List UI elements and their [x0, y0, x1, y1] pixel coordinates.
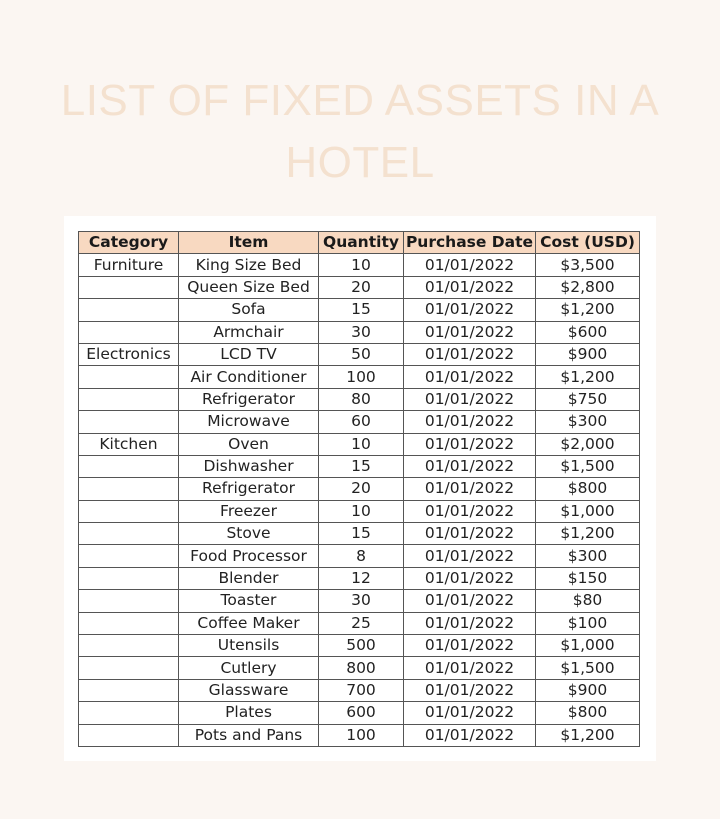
cell-cost: $300 [536, 545, 640, 567]
cell-quantity: 80 [319, 388, 404, 410]
cell-quantity: 100 [319, 366, 404, 388]
cell-item: Stove [179, 523, 319, 545]
cell-quantity: 25 [319, 612, 404, 634]
cell-category [79, 411, 179, 433]
cell-item: Plates [179, 702, 319, 724]
cell-cost: $1,200 [536, 366, 640, 388]
cell-purchase-date: 01/01/2022 [404, 545, 536, 567]
table-row [79, 276, 640, 298]
header-purchase-date: Purchase Date [404, 232, 536, 254]
cell-purchase-date: 01/01/2022 [404, 254, 536, 276]
cell-purchase-date: 01/01/2022 [404, 411, 536, 433]
cell-purchase-date: 01/01/2022 [404, 299, 536, 321]
cell-category [79, 455, 179, 477]
table-header-row [79, 232, 640, 254]
cell-category [79, 590, 179, 612]
page-title-line-2: HOTEL [285, 138, 435, 187]
cell-item: Refrigerator [179, 388, 319, 410]
cell-item: Glassware [179, 679, 319, 701]
cell-item: Pots and Pans [179, 724, 319, 746]
table-row [79, 612, 640, 634]
table-row [79, 679, 640, 701]
cell-cost: $1,200 [536, 724, 640, 746]
cell-cost: $150 [536, 567, 640, 589]
table-row [79, 635, 640, 657]
cell-purchase-date: 01/01/2022 [404, 343, 536, 365]
table-row [79, 321, 640, 343]
cell-cost: $900 [536, 343, 640, 365]
header-item: Item [179, 232, 319, 254]
cell-item: Sofa [179, 299, 319, 321]
cell-item: Dishwasher [179, 455, 319, 477]
cell-purchase-date: 01/01/2022 [404, 388, 536, 410]
cell-quantity: 12 [319, 567, 404, 589]
cell-item: King Size Bed [179, 254, 319, 276]
cell-category [79, 366, 179, 388]
table-body [79, 254, 640, 747]
cell-cost: $1,000 [536, 635, 640, 657]
cell-quantity: 600 [319, 702, 404, 724]
cell-cost: $800 [536, 478, 640, 500]
cell-cost: $600 [536, 321, 640, 343]
table-row [79, 567, 640, 589]
cell-cost: $1,500 [536, 657, 640, 679]
table-row [79, 388, 640, 410]
cell-purchase-date: 01/01/2022 [404, 635, 536, 657]
cell-quantity: 30 [319, 590, 404, 612]
table-row [79, 702, 640, 724]
cell-cost: $1,200 [536, 523, 640, 545]
cell-purchase-date: 01/01/2022 [404, 366, 536, 388]
cell-item: Freezer [179, 500, 319, 522]
cell-purchase-date: 01/01/2022 [404, 590, 536, 612]
cell-quantity: 20 [319, 478, 404, 500]
cell-purchase-date: 01/01/2022 [404, 724, 536, 746]
cell-category: Electronics [79, 343, 179, 365]
cell-item: Oven [179, 433, 319, 455]
table-row [79, 455, 640, 477]
cell-category: Kitchen [79, 433, 179, 455]
cell-category [79, 388, 179, 410]
cell-category: Furniture [79, 254, 179, 276]
cell-category [79, 478, 179, 500]
table-row [79, 523, 640, 545]
cell-category [79, 545, 179, 567]
cell-cost: $80 [536, 590, 640, 612]
cell-cost: $2,800 [536, 276, 640, 298]
cell-purchase-date: 01/01/2022 [404, 276, 536, 298]
cell-purchase-date: 01/01/2022 [404, 523, 536, 545]
table-row [79, 254, 640, 276]
cell-item: Air Conditioner [179, 366, 319, 388]
cell-cost: $1,200 [536, 299, 640, 321]
cell-item: Coffee Maker [179, 612, 319, 634]
table-row [79, 366, 640, 388]
cell-quantity: 50 [319, 343, 404, 365]
cell-quantity: 800 [319, 657, 404, 679]
header-category: Category [79, 232, 179, 254]
cell-quantity: 10 [319, 500, 404, 522]
cell-quantity: 500 [319, 635, 404, 657]
cell-quantity: 15 [319, 455, 404, 477]
cell-category [79, 500, 179, 522]
table-row [79, 343, 640, 365]
cell-item: Refrigerator [179, 478, 319, 500]
cell-cost: $1,500 [536, 455, 640, 477]
cell-purchase-date: 01/01/2022 [404, 612, 536, 634]
cell-category [79, 679, 179, 701]
cell-purchase-date: 01/01/2022 [404, 321, 536, 343]
header-quantity: Quantity [319, 232, 404, 254]
cell-quantity: 20 [319, 276, 404, 298]
cell-cost: $300 [536, 411, 640, 433]
cell-cost: $900 [536, 679, 640, 701]
sheet-panel [64, 216, 656, 761]
cell-item: Blender [179, 567, 319, 589]
header-cost: Cost (USD) [536, 232, 640, 254]
cell-purchase-date: 01/01/2022 [404, 679, 536, 701]
page-title-line-1: LIST OF FIXED ASSETS IN A [60, 76, 660, 125]
cell-item: Cutlery [179, 657, 319, 679]
cell-quantity: 8 [319, 545, 404, 567]
cell-category [79, 612, 179, 634]
cell-cost: $3,500 [536, 254, 640, 276]
cell-item: Armchair [179, 321, 319, 343]
cell-quantity: 60 [319, 411, 404, 433]
cell-purchase-date: 01/01/2022 [404, 567, 536, 589]
table-row [79, 500, 640, 522]
table-row [79, 411, 640, 433]
cell-category [79, 523, 179, 545]
cell-quantity: 10 [319, 433, 404, 455]
cell-quantity: 15 [319, 299, 404, 321]
cell-cost: $800 [536, 702, 640, 724]
page-title [0, 70, 720, 194]
cell-category [79, 724, 179, 746]
table-row [79, 590, 640, 612]
cell-category [79, 657, 179, 679]
table-row [79, 478, 640, 500]
cell-category [79, 567, 179, 589]
cell-purchase-date: 01/01/2022 [404, 478, 536, 500]
cell-item: Toaster [179, 590, 319, 612]
table-row [79, 433, 640, 455]
cell-category [79, 276, 179, 298]
cell-cost: $1,000 [536, 500, 640, 522]
cell-item: Food Processor [179, 545, 319, 567]
cell-cost: $100 [536, 612, 640, 634]
cell-item: Queen Size Bed [179, 276, 319, 298]
table-row [79, 657, 640, 679]
cell-cost: $750 [536, 388, 640, 410]
cell-item: LCD TV [179, 343, 319, 365]
cell-cost: $2,000 [536, 433, 640, 455]
cell-purchase-date: 01/01/2022 [404, 455, 536, 477]
cell-purchase-date: 01/01/2022 [404, 433, 536, 455]
cell-quantity: 15 [319, 523, 404, 545]
cell-quantity: 100 [319, 724, 404, 746]
cell-category [79, 635, 179, 657]
table-row [79, 724, 640, 746]
table-row [79, 299, 640, 321]
cell-purchase-date: 01/01/2022 [404, 657, 536, 679]
cell-purchase-date: 01/01/2022 [404, 500, 536, 522]
cell-purchase-date: 01/01/2022 [404, 702, 536, 724]
cell-item: Utensils [179, 635, 319, 657]
cell-quantity: 10 [319, 254, 404, 276]
cell-category [79, 321, 179, 343]
cell-category [79, 299, 179, 321]
cell-quantity: 700 [319, 679, 404, 701]
assets-table [78, 231, 640, 747]
cell-item: Microwave [179, 411, 319, 433]
table-row [79, 545, 640, 567]
cell-category [79, 702, 179, 724]
cell-quantity: 30 [319, 321, 404, 343]
